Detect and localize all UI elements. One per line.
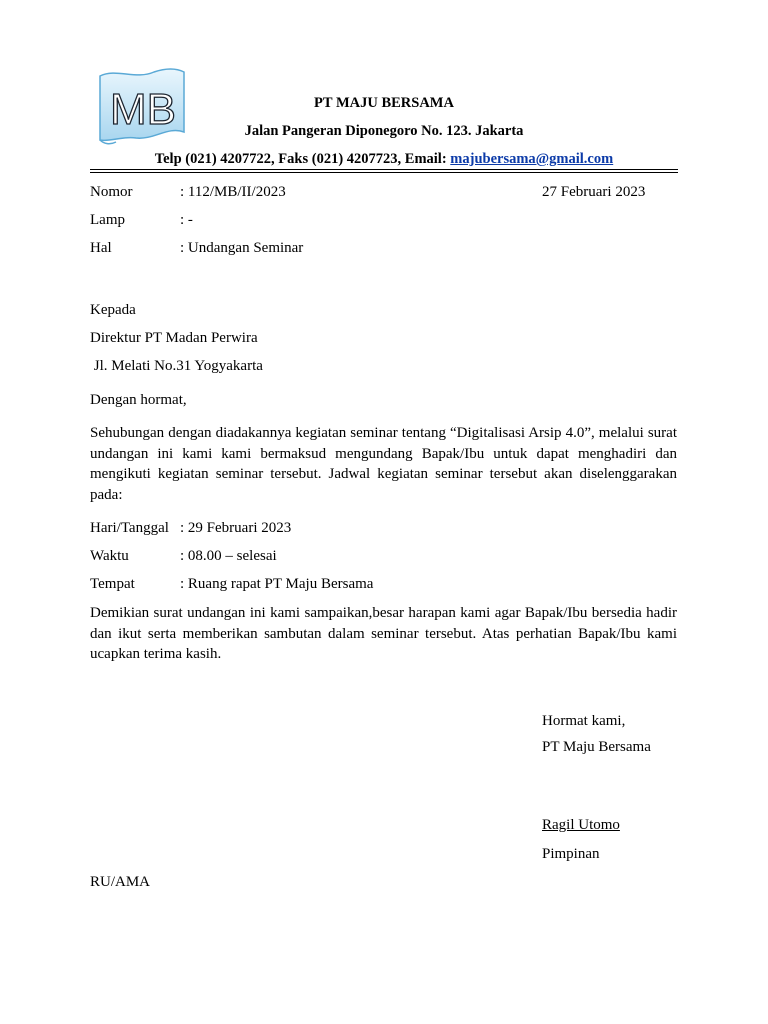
company-address: Jalan Pangeran Diponegoro No. 123. Jakarta bbox=[244, 123, 524, 139]
schedule-place-value: : Ruang rapat PT Maju Bersama bbox=[180, 576, 374, 592]
letterhead-divider-thin bbox=[90, 172, 678, 173]
nomor-label: Nomor bbox=[90, 184, 133, 200]
signature-name: Ragil Utomo bbox=[542, 817, 620, 833]
schedule-place-label: Tempat bbox=[90, 576, 135, 592]
recipient-name: Direktur PT Madan Perwira bbox=[90, 330, 258, 346]
nomor-value: : 112/MB/II/2023 bbox=[180, 184, 286, 200]
schedule-time-value: : 08.00 – selesai bbox=[180, 548, 277, 564]
lamp-label: Lamp bbox=[90, 212, 125, 228]
schedule-day-value: : 29 Februari 2023 bbox=[180, 520, 292, 536]
reference-initials: RU/AMA bbox=[90, 874, 151, 890]
schedule-day-label: Hari/Tanggal bbox=[90, 520, 169, 536]
hal-label: Hal bbox=[90, 240, 112, 256]
recipient-kepada: Kepada bbox=[90, 302, 136, 318]
intro-paragraph: Sehubungan dengan diadakannya kegiatan seminar tentang “Digitalisasi Arsip 4.0”, melalui surat undangan ini kami kami bermaksud mengundang Bapak/Ibu untuk dapat menghadiri dan mengikuti kegiatan seminar tersebut. Jadwal kegiatan seminar tersebut akan diselenggarakan pada: bbox=[90, 425, 677, 503]
letterhead-divider-thick bbox=[90, 169, 678, 170]
signature-regards: Hormat kami, bbox=[542, 713, 626, 729]
recipient-address: Jl. Melati No.31 Yogyakarta bbox=[90, 358, 263, 374]
company-contact bbox=[0, 150, 768, 168]
signature-title: Pimpinan bbox=[542, 846, 600, 862]
hal-value: : Undangan Seminar bbox=[180, 240, 304, 256]
schedule-time-label: Waktu bbox=[90, 548, 129, 564]
contact-text: Telp (021) 4207722, Faks (021) 4207723, Email: bbox=[154, 151, 451, 167]
email-link[interactable]: majubersama@gmail.com bbox=[450, 151, 614, 167]
company-name: PT MAJU BERSAMA bbox=[314, 95, 454, 111]
letter-date: 27 Februari 2023 bbox=[542, 184, 646, 200]
greeting: Dengan hormat, bbox=[90, 392, 187, 408]
signature-company: PT Maju Bersama bbox=[542, 739, 651, 755]
closing-paragraph: Demikian surat undangan ini kami sampaikan,besar harapan kami agar Bapak/Ibu bersedia hadir dan ikut serta memberikan sambutan dalam seminar tersebut. Atas perhatian Bapak/Ibu kami ucapkan terima kasih. bbox=[90, 605, 677, 662]
logo-text: MB bbox=[110, 85, 176, 134]
lamp-value: : - bbox=[180, 212, 193, 228]
